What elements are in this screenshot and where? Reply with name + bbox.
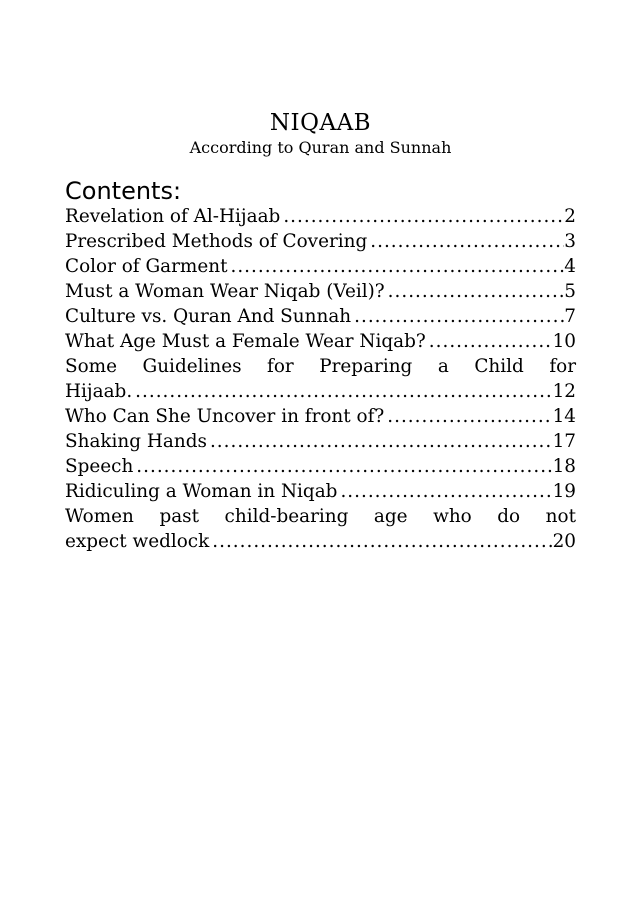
toc-entry-guidelines-preparing-child[interactable] [65, 354, 576, 404]
toc-entry-culture-vs-quran[interactable] [65, 304, 576, 329]
toc-leader-dots [337, 479, 552, 504]
toc-entry-line [65, 254, 576, 279]
toc-page-number: 10 [552, 331, 576, 352]
toc-entry-line [65, 229, 576, 254]
toc-entry-title: expect wedlock [65, 531, 210, 552]
toc-entry-line [65, 454, 576, 479]
toc-entry-line [65, 304, 576, 329]
toc-entry-line [65, 529, 576, 554]
toc-leader-dots [426, 329, 553, 354]
toc-entry-title: Shaking Hands [65, 431, 207, 452]
toc-entry-title-first-line: Some Guidelines for Preparing a Child for [65, 356, 576, 377]
toc-entry-title-first-line: Women past child-bearing age who do not [65, 506, 576, 527]
toc-page-number: 4 [564, 256, 576, 277]
toc-entry-title: Hijaab. [65, 381, 133, 402]
toc-entry-color-of-garment[interactable] [65, 254, 576, 279]
toc-entry-speech[interactable] [65, 454, 576, 479]
toc-entry-must-a-woman-wear-niqab[interactable] [65, 279, 576, 304]
toc-entry-prescribed-methods[interactable] [65, 229, 576, 254]
toc-entry-title: Speech [65, 456, 134, 477]
toc-page-number: 3 [564, 231, 576, 252]
toc-entry-revelation-of-al-hijaab[interactable] [65, 204, 576, 229]
toc-entry-title: Must a Woman Wear Niqab (Veil)? [65, 281, 385, 302]
toc-page-number: 20 [552, 531, 576, 552]
toc-page-number: 12 [552, 381, 576, 402]
toc-leader-dots [351, 304, 564, 329]
toc-entry-title: What Age Must a Female Wear Niqab? [65, 331, 426, 352]
toc-entry-line [65, 379, 576, 404]
toc-entry-line [65, 204, 576, 229]
toc-page-number: 14 [552, 406, 576, 427]
toc-leader-dots [280, 204, 564, 229]
toc-page-number: 19 [552, 481, 576, 502]
toc-leader-dots [207, 429, 553, 454]
toc-leader-dots [209, 529, 552, 554]
toc-entry-ridiculing[interactable] [65, 479, 576, 504]
document-title: NIQAAB [269, 110, 372, 136]
toc-entry-title: Ridiculing a Woman in Niqab [65, 481, 338, 502]
toc-entry-line [65, 279, 576, 304]
table-of-contents [65, 204, 576, 554]
toc-leader-dots [385, 279, 565, 304]
toc-entry-who-can-she-uncover[interactable] [65, 404, 576, 429]
toc-entry-title: Culture vs. Quran And Sunnah [65, 306, 352, 327]
toc-page-number: 17 [552, 431, 576, 452]
toc-entry-title: Who Can She Uncover in front of? [65, 406, 385, 427]
toc-leader-dots [133, 454, 552, 479]
toc-entry-line [65, 429, 576, 454]
toc-leader-dots [227, 254, 564, 279]
toc-page-number: 2 [564, 206, 576, 227]
toc-entry-shaking-hands[interactable] [65, 429, 576, 454]
toc-leader-dots [367, 229, 564, 254]
toc-leader-dots [132, 379, 552, 404]
document-subtitle: According to Quran and Sunnah [189, 138, 452, 157]
toc-entry-line [65, 329, 576, 354]
toc-page-number: 5 [564, 281, 576, 302]
toc-entry-what-age[interactable] [65, 329, 576, 354]
toc-entry-line [65, 479, 576, 504]
toc-entry-title: Color of Garment [65, 256, 228, 277]
toc-entry-title: Revelation of Al-Hijaab [65, 206, 281, 227]
contents-heading: Contents: [65, 177, 182, 205]
toc-leader-dots [384, 404, 552, 429]
toc-entry-title: Prescribed Methods of Covering [65, 231, 368, 252]
toc-page-number: 7 [564, 306, 576, 327]
toc-page-number: 18 [552, 456, 576, 477]
toc-entry-line [65, 404, 576, 429]
toc-entry-women-past-child-bearing[interactable] [65, 504, 576, 554]
